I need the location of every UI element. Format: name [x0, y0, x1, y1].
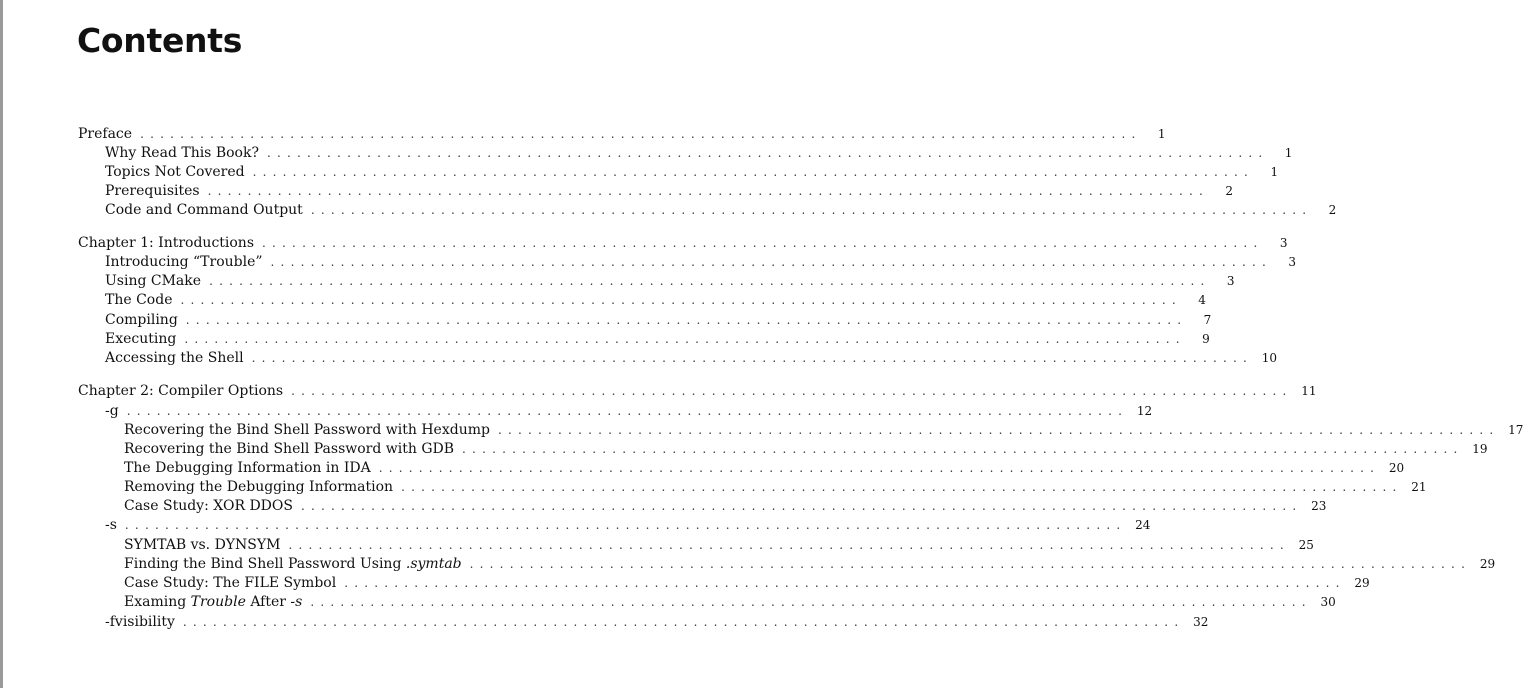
toc-page-number: 9	[1202, 332, 1210, 346]
table-of-contents	[3, 0, 1523, 688]
toc-page-number: 1	[1284, 146, 1293, 160]
toc-entry-label: Chapter 1: Introductions	[78, 235, 255, 251]
toc-entry-label-text: After	[250, 594, 286, 610]
dot-leader: ....................................................................................................	[300, 499, 1303, 513]
toc-page-number: 19	[1472, 442, 1488, 456]
dot-leader: ....................................................................................................	[126, 404, 1129, 418]
toc-page-number: 3	[1288, 255, 1296, 269]
toc-entry-label: SYMTAB vs. DYNSYM	[124, 537, 281, 553]
dot-leader: ....................................................................................................	[209, 274, 1211, 288]
dot-leader: ....................................................................................................	[344, 576, 1346, 590]
toc-entry-label: The Code	[105, 292, 173, 308]
toc-entry-label: Chapter 2: Compiler Options	[78, 383, 284, 399]
toc-page-number: 29	[1479, 557, 1496, 571]
toc-entry-topics-not-covered[interactable]	[105, 163, 1279, 182]
toc-entry-chapter-2[interactable]	[78, 382, 1317, 401]
dot-leader: ....................................................................................................	[180, 293, 1182, 307]
toc-page-number: 24	[1135, 518, 1151, 532]
toc-entry-label: Prerequisites	[105, 183, 200, 199]
toc-page-number: 30	[1320, 595, 1336, 609]
toc-page-number: 3	[1279, 236, 1288, 250]
toc-entry-preface[interactable]	[78, 125, 1166, 144]
toc-entry-label-italic: -s	[290, 594, 303, 610]
toc-entry-label: Removing the Debugging Information	[124, 479, 394, 495]
dot-leader: ....................................................................................................	[469, 557, 1472, 571]
toc-page-number: 12	[1136, 404, 1153, 418]
toc-page-number: 20	[1388, 461, 1405, 475]
toc-entry-prerequisites[interactable]	[105, 182, 1234, 201]
dot-leader: ....................................................................................................	[252, 165, 1255, 179]
dot-leader: ....................................................................................................	[266, 146, 1269, 160]
toc-page-number: 21	[1411, 480, 1427, 494]
toc-entry-label: Code and Command Output	[105, 202, 303, 218]
dot-leader: ....................................................................................................	[185, 313, 1188, 327]
toc-entry-label	[124, 555, 462, 574]
toc-entry-finding-password-symtab[interactable]	[124, 555, 1496, 574]
toc-entry-label	[124, 593, 302, 612]
dot-leader: ....................................................................................................	[497, 423, 1500, 437]
toc-entry-label-italic: Trouble	[190, 594, 246, 610]
toc-page-number: 3	[1226, 274, 1235, 288]
toc-entry-chapter-1[interactable]	[78, 234, 1288, 253]
toc-entry-code-and-command-output[interactable]	[105, 201, 1337, 220]
toc-page-number: 1	[1157, 127, 1166, 141]
toc-entry-label-italic: .symtab	[405, 556, 462, 572]
toc-entry-g-option[interactable]	[105, 402, 1153, 421]
toc-page-number: 4	[1198, 293, 1206, 307]
toc-entry-label: Case Study: XOR DDOS	[124, 498, 293, 514]
toc-entry-why-read-this-book[interactable]	[105, 144, 1293, 163]
toc-entry-label: Executing	[105, 331, 177, 347]
toc-page-number: 32	[1193, 615, 1209, 629]
toc-entry-label: Why Read This Book?	[105, 145, 259, 161]
toc-entry-gdb[interactable]	[124, 440, 1488, 459]
toc-entry-label: Preface	[78, 126, 133, 142]
toc-page-number: 29	[1354, 576, 1370, 590]
dot-leader: ....................................................................................................	[270, 255, 1272, 269]
toc-page-number: 11	[1301, 384, 1317, 398]
dot-leader: ....................................................................................................	[207, 184, 1210, 198]
toc-entry-label: Case Study: The FILE Symbol	[124, 575, 337, 591]
toc-entry-label: -fvisibility	[105, 614, 175, 630]
dot-leader: ....................................................................................................	[184, 332, 1186, 346]
dot-leader: ....................................................................................................	[140, 127, 1142, 141]
toc-entry-removing-debug-info[interactable]	[124, 478, 1427, 497]
toc-entry-file-symbol[interactable]	[124, 574, 1370, 593]
toc-entry-label: Recovering the Bind Shell Password with GDB	[124, 441, 455, 457]
toc-page-number: 23	[1311, 499, 1327, 513]
toc-page-number: 17	[1508, 423, 1523, 437]
dot-leader: ....................................................................................................	[310, 595, 1312, 609]
dot-leader: ....................................................................................................	[401, 480, 1403, 494]
page-title: Contents	[77, 21, 243, 60]
toc-entry-compiling[interactable]	[105, 311, 1212, 330]
toc-page-number: 7	[1203, 313, 1212, 327]
toc-entry-label: -g	[105, 403, 119, 419]
toc-entry-label-text: Examing	[124, 594, 187, 610]
toc-entry-label-text: Finding the Bind Shell Password Using	[124, 556, 402, 572]
dot-leader: ....................................................................................................	[291, 384, 1293, 398]
dot-leader: ....................................................................................................	[378, 461, 1381, 475]
toc-page-number: 1	[1270, 165, 1279, 179]
dot-leader: ....................................................................................................	[182, 615, 1185, 629]
toc-entry-introducing-trouble[interactable]	[105, 253, 1296, 272]
toc-entry-label: The Debugging Information in IDA	[124, 460, 371, 476]
toc-page-number: 2	[1225, 184, 1234, 198]
toc-entry-label: Recovering the Bind Shell Password with Hexdump	[124, 422, 490, 438]
toc-entry-label: Topics Not Covered	[105, 164, 245, 180]
toc-entry-label: Accessing the Shell	[105, 350, 244, 366]
toc-entry-the-code[interactable]	[105, 291, 1206, 310]
toc-entry-using-cmake[interactable]	[105, 272, 1235, 291]
dot-leader: ....................................................................................................	[262, 236, 1264, 250]
toc-entry-label: Compiling	[105, 312, 178, 328]
dot-leader: ....................................................................................................	[288, 538, 1290, 552]
toc-entry-examing-trouble[interactable]	[124, 593, 1336, 612]
toc-entry-label: Introducing “Trouble”	[105, 254, 263, 270]
toc-entry-ida[interactable]	[124, 459, 1405, 478]
toc-entry-s-option[interactable]	[105, 516, 1151, 535]
toc-entry-fvisibility[interactable]	[105, 613, 1209, 632]
dot-leader: ....................................................................................................	[124, 518, 1127, 532]
dot-leader: ....................................................................................................	[310, 203, 1313, 217]
toc-entry-executing[interactable]	[105, 330, 1210, 349]
toc-page-number: 10	[1261, 351, 1278, 365]
toc-entry-label: -s	[105, 517, 117, 533]
toc-page-number: 2	[1328, 203, 1337, 217]
toc-entry-accessing-the-shell[interactable]	[105, 349, 1278, 368]
toc-page-number: 25	[1298, 538, 1314, 552]
toc-entry-hexdump[interactable]	[124, 421, 1523, 440]
toc-entry-xor-ddos[interactable]	[124, 497, 1327, 516]
dot-leader: ....................................................................................................	[462, 442, 1464, 456]
toc-entry-label: Using CMake	[105, 273, 202, 289]
toc-entry-symtab-vs-dynsym[interactable]	[124, 536, 1314, 555]
dot-leader: ....................................................................................................	[251, 351, 1254, 365]
